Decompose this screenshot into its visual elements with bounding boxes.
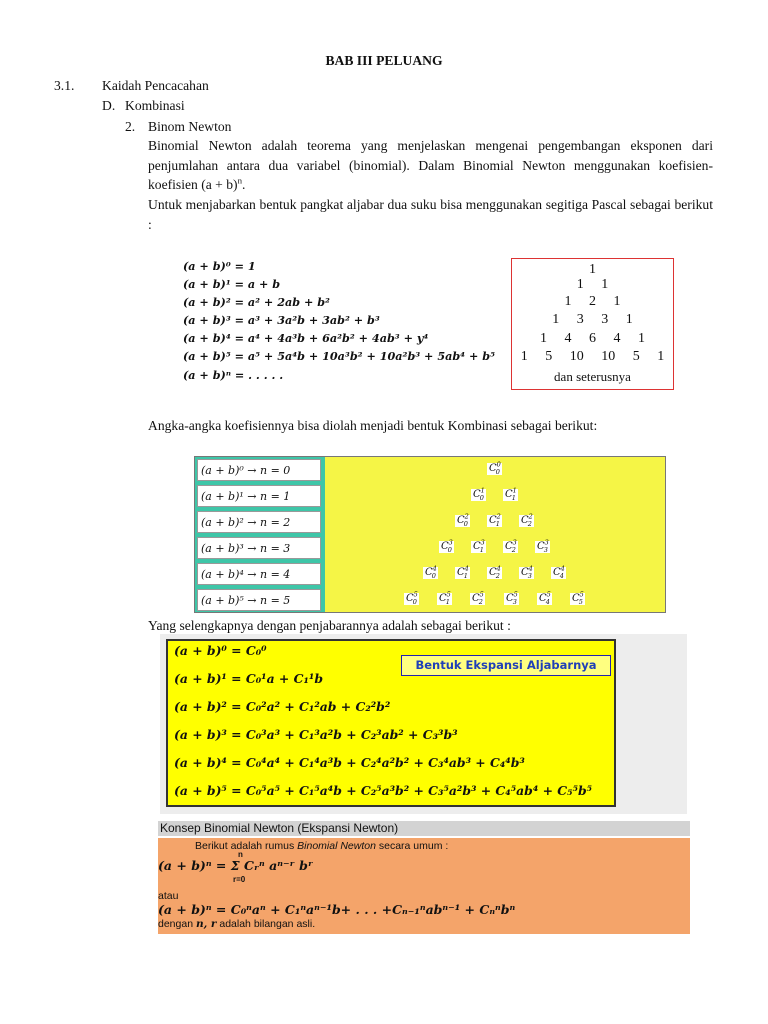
expansion-line: (a + b)¹ = a + b xyxy=(183,277,281,292)
expansion-box xyxy=(166,639,616,807)
combination-cell: $C^2_1$ xyxy=(489,512,501,528)
expansion-line: (a + b)³ = a³ + 3a²b + 3ab² + b³ xyxy=(183,313,380,328)
concept-atau: atau xyxy=(158,890,179,902)
concept-closing xyxy=(158,918,315,930)
combination-cell: $C^3_0$ xyxy=(441,538,453,554)
combination-cell: $C^5_2$ xyxy=(472,590,484,606)
subsubsection-label: Binom Newton xyxy=(148,119,232,134)
paragraph-text: Binomial Newton adalah teorema yang menjelaskan mengenai pengembangan eksponen dari penjumlahan antara dua variabel (binomial). Dalam Binomial Newton menggunakan koefisien-koefisien (a + b) xyxy=(148,138,713,192)
expansion-formula: (a + b)⁴ = C₀⁴a⁴ + C₁⁴a³b + C₂⁴a²b² + C₃⁴ab³ + C₄⁴b³ xyxy=(174,755,525,770)
combination-cell: $C^3_3$ xyxy=(537,538,549,554)
expansion-line: (a + b)ⁿ = . . . . . xyxy=(183,367,284,382)
subsubsection-number: 2. xyxy=(125,119,136,134)
combination-row-label: (a + b)⁰ → n = 0 xyxy=(197,459,321,481)
concept-intro-text-end: secara umum : xyxy=(375,840,449,852)
concept-intro xyxy=(195,840,448,852)
combination-cell: $C^1_0$ xyxy=(473,486,485,502)
combination-row-label: (a + b)⁴ → n = 4 xyxy=(197,563,321,585)
concept-closing-vars: n, r xyxy=(195,918,217,930)
paragraph-expansion-intro: Yang selengkapnya dengan penjabarannya adalah sebagai berikut : xyxy=(148,618,511,633)
combination-triangle xyxy=(325,457,665,612)
concept-formula-sum: (a + b)ⁿ = Σ Cᵣⁿ aⁿ⁻ʳ bʳ xyxy=(158,858,313,873)
paragraph-end: . xyxy=(242,177,246,192)
expansion-formula: (a + b)⁵ = C₀⁵a⁵ + C₁⁵a⁴b + C₂⁵a³b² + C₃⁵a²b³ + C₄⁵ab⁴ + C₅⁵b⁵ xyxy=(174,783,593,798)
expansion-formula: (a + b)¹ = C₀¹a + C₁¹b xyxy=(174,671,323,686)
concept-intro-text: Berikut adalah rumus xyxy=(195,840,298,852)
paragraph-pascal-intro: Untuk menjabarkan bentuk pangkat aljabar dua suku bisa menggunakan segitiga Pascal sebagai berikut : xyxy=(148,197,713,232)
concept-formula-expanded: (a + b)ⁿ = C₀ⁿaⁿ + C₁ⁿaⁿ⁻¹b+ . . . +Cₙ₋₁ⁿabⁿ⁻¹ + Cₙⁿbⁿ xyxy=(158,902,516,917)
combination-cell: $C^3_1$ xyxy=(473,538,485,554)
section-number: 3.1. xyxy=(54,78,75,93)
combination-cell: $C^4_2$ xyxy=(489,564,501,580)
combination-cell: $C^5_1$ xyxy=(439,590,451,606)
combination-labels-column xyxy=(195,457,325,612)
combination-cell: $C^2_2$ xyxy=(521,512,533,528)
combination-cell: $C^5_5$ xyxy=(572,590,584,606)
combination-cell: $C^3_2$ xyxy=(505,538,517,554)
expansion-line: (a + b)⁴ = a⁴ + 4a³b + 6a²b² + 4ab³ + y⁴ xyxy=(183,331,429,346)
binomial-expansion-list xyxy=(183,257,503,384)
pascal-row: 1 3 3 1 xyxy=(552,312,633,327)
exponent: n xyxy=(237,175,242,186)
expansion-formula: (a + b)² = C₀²a² + C₁²ab + C₂²b² xyxy=(174,699,391,714)
expansion-line: (a + b)⁵ = a⁵ + 5a⁴b + 10a³b² + 10a²b³ + 5ab⁴ + b⁵ xyxy=(183,349,495,364)
pascal-footer: dan seterusnya xyxy=(554,369,631,384)
concept-intro-italic: Binomial Newton xyxy=(297,840,376,852)
combination-cell: $C^5_0$ xyxy=(406,590,418,606)
expansion-line: (a + b)⁰ = 1 xyxy=(183,259,256,273)
expansion-box-title: Bentuk Ekspansi Aljabarnya xyxy=(401,655,611,676)
combination-cell: $C^1_1$ xyxy=(505,486,517,502)
pascal-row: 1 2 1 xyxy=(564,294,621,309)
subsection-label: Kombinasi xyxy=(125,98,185,113)
combination-cell: $C^2_0$ xyxy=(457,512,469,528)
combination-row-label: (a + b)⁵ → n = 5 xyxy=(197,589,321,611)
sum-lower-limit: r=0 xyxy=(233,875,246,884)
concept-closing-text-end: adalah bilangan asli. xyxy=(216,918,316,930)
paragraph-combination-intro: Angka-angka koefisiennya bisa diolah menjadi bentuk Kombinasi sebagai berikut: xyxy=(148,418,598,433)
pascal-row: 1 xyxy=(589,262,596,277)
paragraph-binomial-intro xyxy=(148,136,713,195)
sum-upper-limit: n xyxy=(238,850,243,859)
expansion-line: (a + b)² = a² + 2ab + b² xyxy=(183,295,330,310)
combination-row-label: (a + b)² → n = 2 xyxy=(197,511,321,533)
section-label: Kaidah Pencacahan xyxy=(102,78,209,93)
concept-body xyxy=(158,838,690,934)
combination-cell: $C^5_4$ xyxy=(539,590,551,606)
combination-cell: $C^4_0$ xyxy=(425,564,437,580)
combination-cell: $C^5_3$ xyxy=(506,590,518,606)
combination-table xyxy=(194,456,666,613)
combination-row-label: (a + b)³ → n = 3 xyxy=(197,537,321,559)
pascal-row: 1 1 xyxy=(576,277,609,292)
expansion-formula: (a + b)⁰ = C₀⁰ xyxy=(174,643,267,658)
combination-cell: $C^0_0$ xyxy=(489,460,501,476)
page-title: BAB III PELUANG xyxy=(325,53,443,68)
pascal-triangle xyxy=(511,258,674,390)
combination-row-label: (a + b)¹ → n = 1 xyxy=(197,485,321,507)
subsection-number: D. xyxy=(102,98,116,113)
combination-cell: $C^4_1$ xyxy=(457,564,469,580)
concept-closing-text: dengan xyxy=(158,918,196,930)
pascal-row: 1 5 10 10 5 1 xyxy=(520,349,665,364)
expansion-formula: (a + b)³ = C₀³a³ + C₁³a²b + C₂³ab² + C₃³b³ xyxy=(174,727,458,742)
combination-cell: $C^4_4$ xyxy=(553,564,565,580)
combination-cell: $C^4_3$ xyxy=(521,564,533,580)
pascal-row: 1 4 6 4 1 xyxy=(540,331,645,346)
concept-heading: Konsep Binomial Newton (Ekspansi Newton) xyxy=(158,821,690,836)
